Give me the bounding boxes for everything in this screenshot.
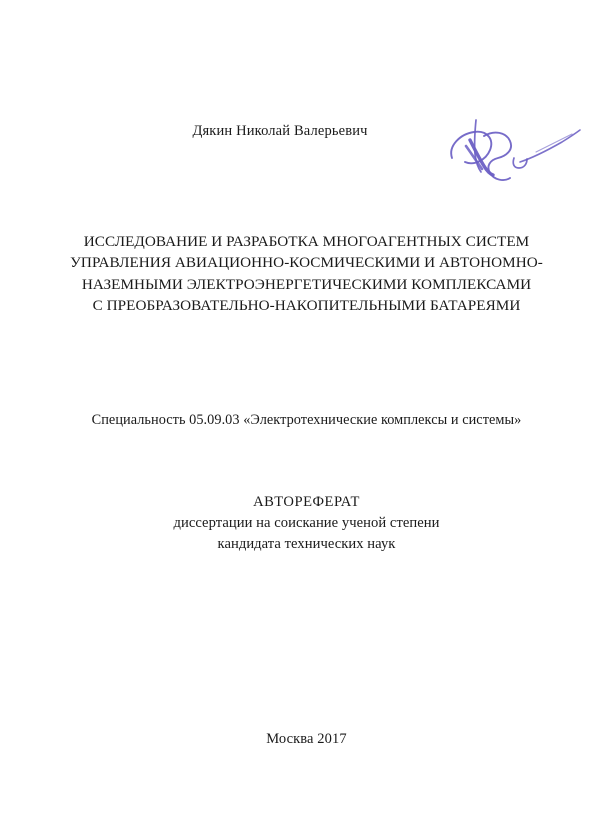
- abstract-block: [0, 492, 613, 555]
- specialty-line: Специальность 05.09.03 «Электротехнические комплексы и системы»: [91, 412, 522, 428]
- document-title: [0, 231, 613, 317]
- title-line-2: УПРАВЛЕНИЯ АВИАЦИОННО-КОСМИЧЕСКИМИ И АВТОНОМНО-: [70, 254, 543, 272]
- author-name: Дякин Николай Валерьевич: [192, 123, 368, 139]
- abstract-heading: АВТОРЕФЕРАТ: [253, 494, 360, 510]
- handwritten-signature-icon: [432, 96, 582, 191]
- author-signature-row: [0, 118, 613, 188]
- footer-place-year: Москва 2017: [266, 731, 347, 747]
- abstract-subtitle-line-1: диссертации на соискание ученой степени: [173, 515, 440, 531]
- abstract-subtitle-line-2: кандидата технических наук: [217, 536, 396, 552]
- title-line-4: С ПРЕОБРАЗОВАТЕЛЬНО-НАКОПИТЕЛЬНЫМИ БАТАРЕЯМИ: [92, 297, 521, 315]
- title-line-1: ИССЛЕДОВАНИЕ И РАЗРАБОТКА МНОГОАГЕНТНЫХ СИСТЕМ: [83, 233, 530, 250]
- title-line-3: НАЗЕМНЫМИ ЭЛЕКТРОЭНЕРГЕТИЧЕСКИМИ КОМПЛЕКСАМИ: [81, 275, 532, 293]
